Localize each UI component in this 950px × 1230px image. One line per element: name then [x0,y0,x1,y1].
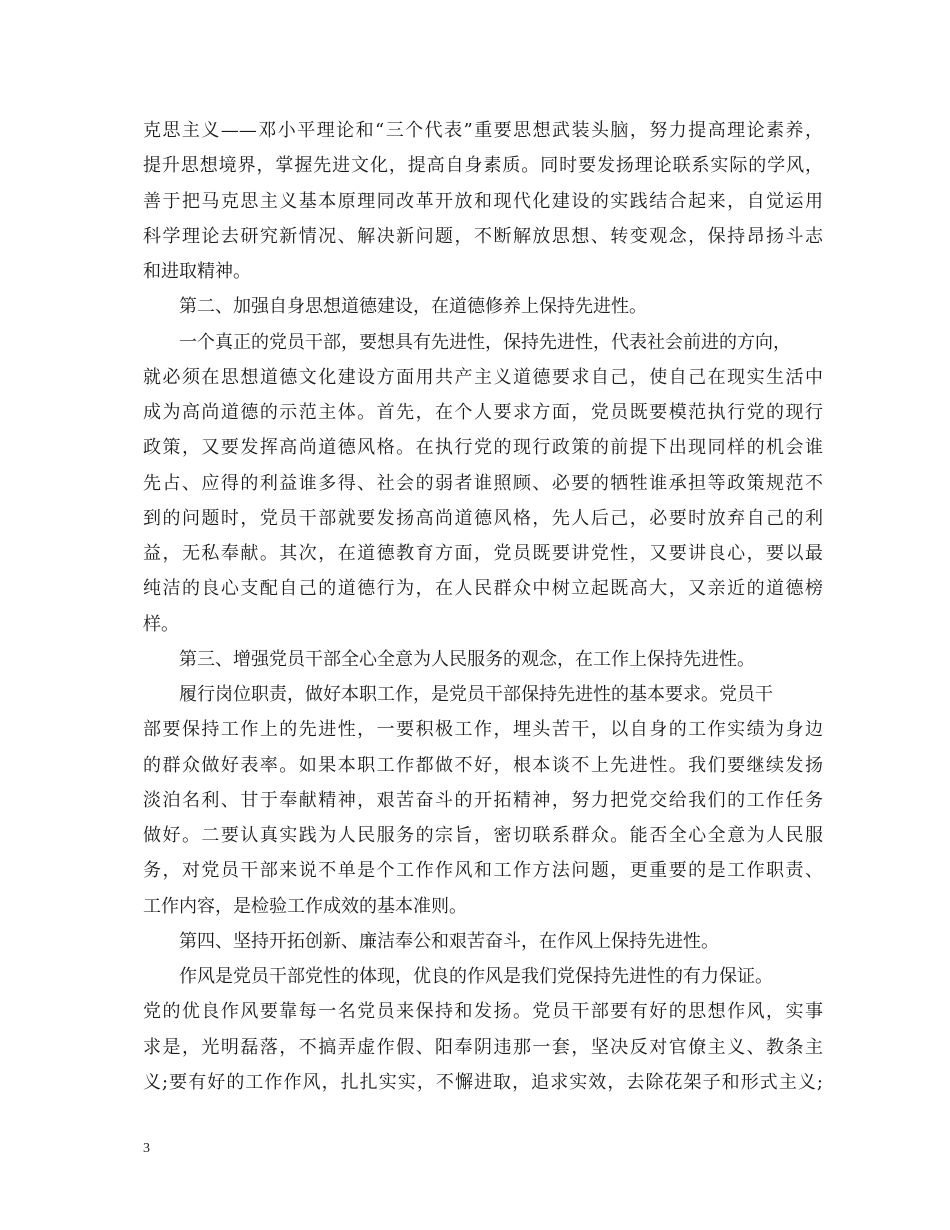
text-line: 务，对党员干部来说不单是个工作作风和工作方法问题，更重要的是工作职责、 [143,860,823,882]
section-heading-4: 第四、坚持开拓创新、廉洁奉公和艰苦奋斗，在作风上保持先进性。 [179,930,719,952]
text-line: 提升思想境界，掌握先进文化，提高自身素质。同时要发扬理论联系实际的学风， [143,155,823,177]
text-line: 作风是党员干部党性的体现，优良的作风是我们党保持先进性的有力保证。 [179,966,773,987]
text-line: 就必须在思想道德文化建设方面用共产主义道德要求自己，使自己在现实生活中 [143,366,823,388]
text-line: 义;要有好的工作作风，扎扎实实，不懈进取，追求实效，去除花架子和形式主义; [143,1071,823,1093]
text-line: 先占、应得的利益谁多得、社会的弱者谁照顾、必要的牺牲谁承担等政策规范不 [143,472,823,494]
text-line: 善于把马克思主义基本原理同改革开放和现代化建设的实践结合起来，自觉运用 [143,190,823,212]
text-line: 样。 [143,613,179,635]
text-line: 做好。二要认真实践为人民服务的宗旨，密切联系群众。能否全心全意为人民服 [143,825,823,846]
text-line: 的群众做好表率。如果本职工作都做不好，根本谈不上先进性。我们要继续发扬 [143,754,823,776]
text-line: 益，无私奉献。其次，在道德教育方面，党员既要讲党性，又要讲良心，要以最 [143,543,823,564]
text-line: 到的问题时，党员干部就要发扬高尚道德风格，先人后己，必要时放弃自己的利 [143,507,823,529]
text-line: 党的优良作风要靠每一名党员来保持和发扬。党员干部要有好的思想作风，实事 [143,1001,823,1023]
text-line: 克思主义——邓小平理论和“三个代表”重要思想武装头脑，努力提高理论素养， [143,120,823,141]
text-line: 纯洁的良心支配自己的道德行为，在人民群众中树立起既高大，又亲近的道德榜 [143,578,823,600]
section-heading-2: 第二、加强自身思想道德建设，在道德修养上保持先进性。 [179,296,647,318]
text-line: 成为高尚道德的示范主体。首先，在个人要求方面，党员既要模范执行党的现行 [143,402,823,423]
text-line: 部要保持工作上的先进性，一要积极工作，埋头苦干，以自身的工作实绩为身边 [143,719,823,741]
body-text [143,113,823,1100]
page-number: 3 [143,1141,150,1156]
text-line: 工作内容，是检验工作成效的基本准则。 [143,895,467,917]
text-line: 和进取精神。 [143,261,251,282]
text-line: 科学理论去研究新情况、解决新问题，不断解放思想、转变观念，保持昂扬斗志 [143,225,823,247]
text-line: 政策，又要发挥高尚道德风格。在执行党的现行政策的前提下出现同样的机会谁 [143,437,823,459]
text-line: 求是，光明磊落，不搞弄虚作假、阳奉阴违那一套，坚决反对官僚主义、教条主 [143,1036,823,1058]
text-line: 一个真正的党员干部，要想具有先进性，保持先进性，代表社会前进的方向， [179,331,791,353]
text-line: 淡泊名利、甘于奉献精神，艰苦奋斗的开拓精神，努力把党交给我们的工作任务 [143,789,823,811]
text-line: 履行岗位职责，做好本职工作，是党员干部保持先进性的基本要求。党员干 [179,684,773,705]
section-heading-3: 第三、增强党员干部全心全意为人民服务的观念，在工作上保持先进性。 [179,648,755,670]
